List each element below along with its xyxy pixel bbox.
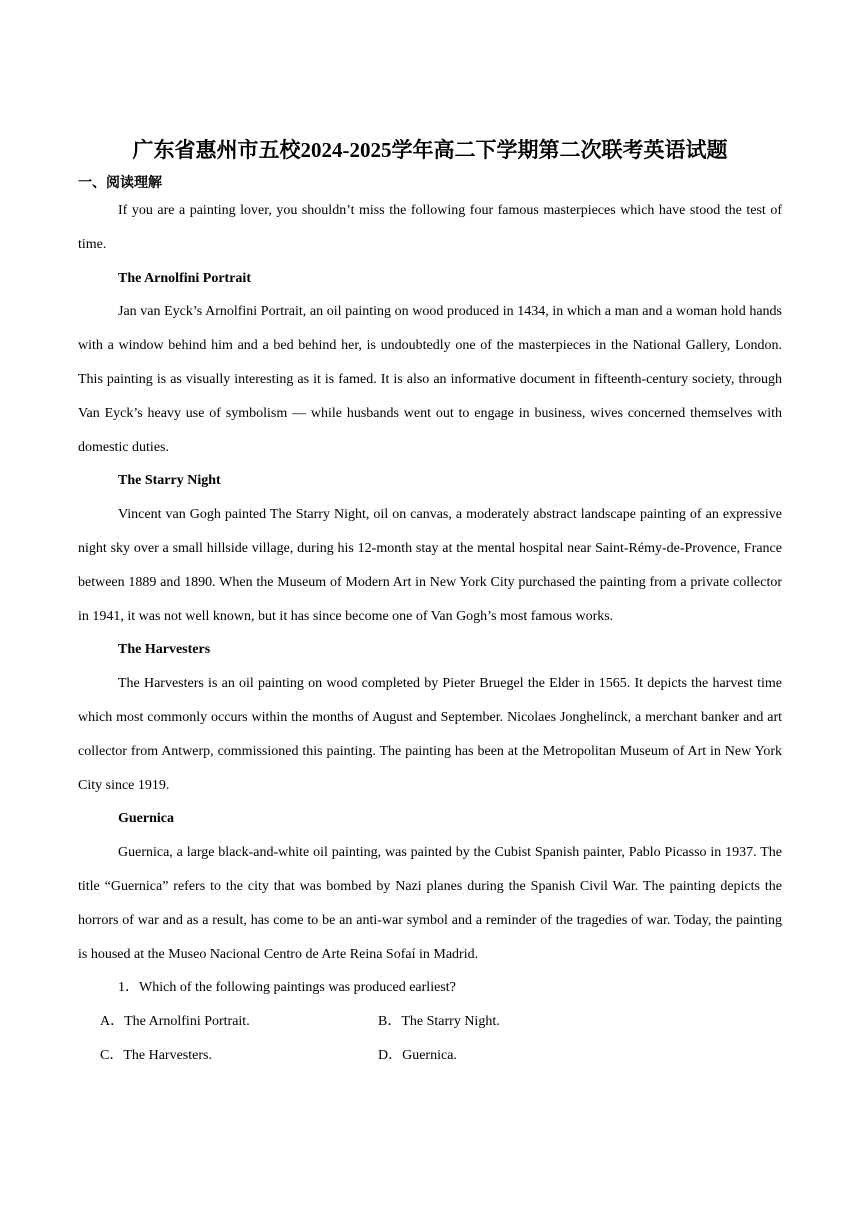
question-1 [78, 971, 782, 1005]
intro-paragraph: If you are a painting lover, you shouldn’t miss the following four famous masterpieces which have stood the test of time. [78, 203, 782, 252]
option-c: C．The Harvesters. [100, 1047, 212, 1063]
passage-paragraph: Jan van Eyck’s Arnolfini Portrait, an oil painting on wood produced in 1434, in which a man and a woman hold hands with a window behind him and a bed behind her, is undoubtedly one of the masterpieces in the National Gallery, London. This painting is as visually interesting as it is famed. It is also an informative document in fifteenth-century society, through Van Eyck’s heavy use of symbolism — while husbands went out to engage in business, wives concerned themselves with domestic duties. [78, 304, 782, 455]
document-title: 广东省惠州市五校2024-2025学年高二下学期第二次联考英语试题 [132, 138, 728, 162]
passage-paragraph: The Harvesters is an oil painting on wood completed by Pieter Bruegel the Elder in 1565. It depicts the harvest time which most commonly occurs within the months of August and September. Nicolaes Jonghelinck, a merchant banker and art collector from Antwerp, commissioned this painting. The painting has been at the Metropolitan Museum of Art in New York City since 1919. [78, 676, 782, 793]
passage-heading: Guernica [118, 811, 174, 827]
option-a: A．The Arnolfini Portrait. [100, 1014, 250, 1030]
passage-heading: The Harvesters [118, 642, 211, 658]
section-heading: 一、阅读理解 [78, 176, 162, 191]
question-number: 1． [118, 980, 139, 996]
answer-options [78, 1005, 782, 1073]
question-text: Which of the following paintings was produced earliest? [139, 980, 456, 996]
option-b: B．The Starry Night. [378, 1014, 500, 1030]
option-d: D．Guernica. [378, 1047, 457, 1063]
passage-heading: The Starry Night [118, 473, 221, 489]
reading-passage [78, 194, 782, 1073]
passage-paragraph: Vincent van Gogh painted The Starry Night, oil on canvas, a moderately abstract landscape painting of an expressive night sky over a small hillside village, during his 12-month stay at the mental hospital near Saint-Rémy-de-Provence, France between 1889 and 1890. When the Museum of Modern Art in New York City purchased the painting from a private collector in 1941, it was not well known, but it has since become one of Van Gogh’s most famous works. [78, 507, 782, 624]
passage-heading: The Arnolfini Portrait [118, 270, 251, 286]
passage-paragraph: Guernica, a large black-and-white oil painting, was painted by the Cubist Spanish painter, Pablo Picasso in 1937. The title “Guernica” refers to the city that was bombed by Nazi planes during the Spanish Civil War. The painting depicts the horrors of war and as a result, has come to be an anti-war symbol and a reminder of the tragedies of war. Today, the painting is housed at the Museo Nacional Centro de Arte Reina Sofaí in Madrid. [78, 845, 782, 962]
